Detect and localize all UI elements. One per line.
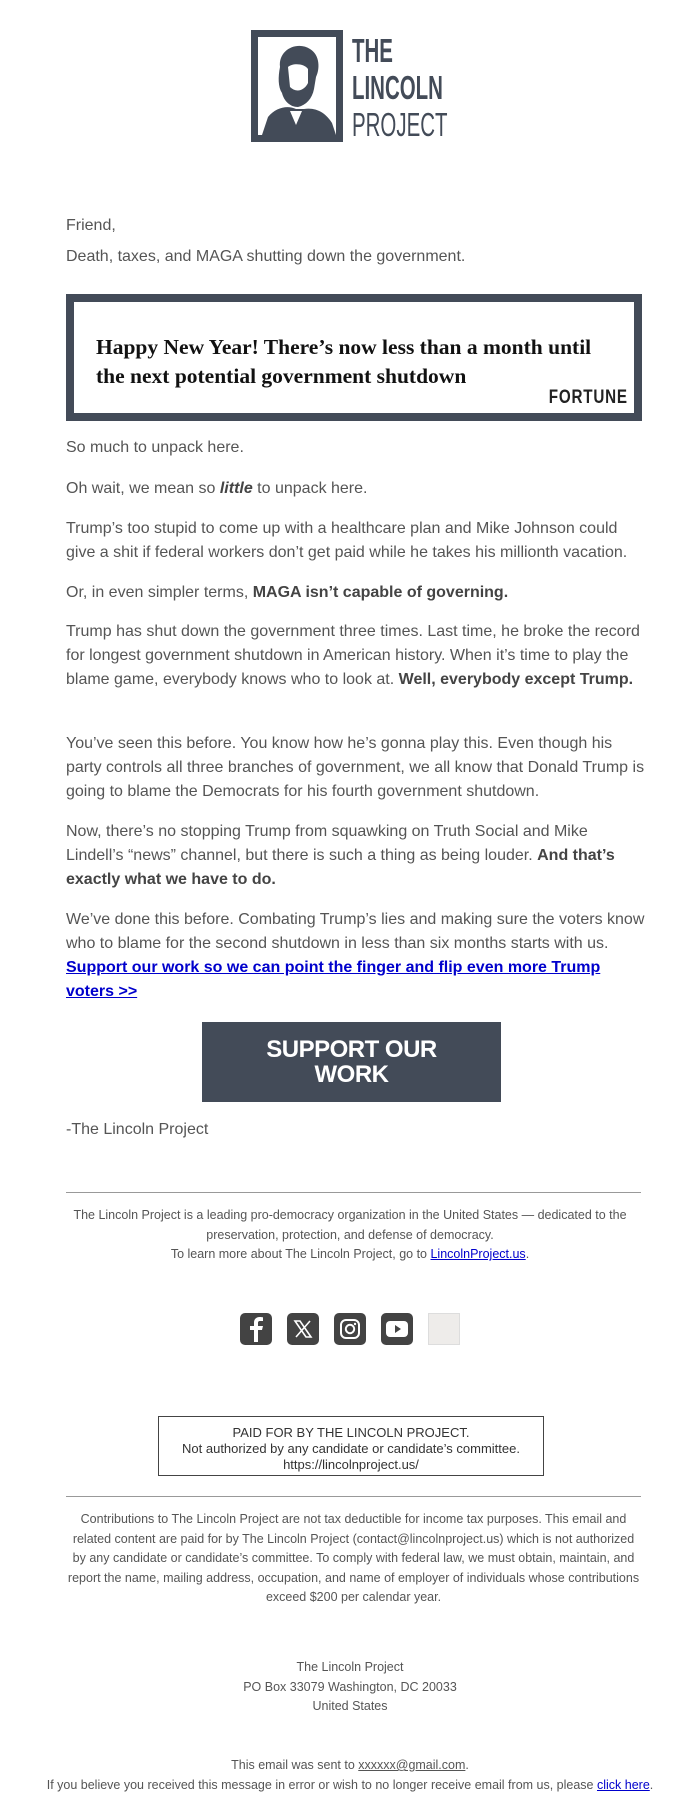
facebook-icon[interactable]: [240, 1313, 272, 1345]
paragraph: Trump’s too stupid to come up with a healthcare plan and Mike Johnson could give a shit if federal workers don’t get paid while he takes his millionth vacation.: [66, 520, 628, 561]
lincoln-portrait-icon: [258, 37, 336, 135]
divider: [66, 1496, 641, 1497]
paragraph: So much to unpack here.: [66, 439, 244, 456]
paragraph: Oh wait, we mean so little to unpack here.: [66, 480, 368, 497]
intro-paragraph: Death, taxes, and MAGA shutting down the government.: [66, 248, 466, 265]
paid-for-disclaimer-box: [158, 1416, 544, 1476]
paragraph: Now, there’s no stopping Trump from squawking on Truth Social and Mike Lindell’s “news” channel, but there is such a thing as being louder. And that’s exactly what we have to do.: [66, 823, 615, 888]
paid-for-line: PAID FOR BY THE LINCOLN PROJECT.: [232, 1425, 470, 1440]
paragraph: Trump has shut down the government three times. Last time, he broke the record for longest government shutdown in American history. When it’s time to play the blame game, everybody knows who to look at. Well, everybody except Trump.: [66, 623, 640, 688]
lincoln-project-store-icon[interactable]: [428, 1313, 460, 1345]
logo-wordmark: [352, 32, 447, 143]
contributions-disclaimer: Contributions to The Lincoln Project are not tax deductible for income tax purposes. This email and related content are paid for by The Lincoln Project (contact@lincolnproject.us) which is not authorized by any candidate or candidate’s committee. To comply with federal law, we must obtain, maintain, and report the name, mailing address, occupation, and name of employer of individuals whose contributions exceed $200 per calendar year.: [67, 1512, 640, 1604]
paragraph: Or, in even simpler terms, MAGA isn’t capable of governing.: [66, 584, 509, 601]
recipient-email[interactable]: xxxxxx@gmail.com: [358, 1758, 466, 1772]
about-text: The Lincoln Project is a leading pro-democracy organization in the United States — dedicated to the preservation, protection, and defense of democracy. To learn more about The Lincoln Project, go to LincolnProject.us.: [73, 1208, 627, 1261]
divider: [66, 1192, 641, 1193]
quote-source-logo: FORTUNE: [548, 387, 628, 408]
youtube-icon[interactable]: [381, 1313, 413, 1345]
instagram-icon[interactable]: [334, 1313, 366, 1345]
signoff: -The Lincoln Project: [66, 1121, 209, 1138]
quote-headline: Happy New Year! There’s now less than a month until the next potential government shutdown: [96, 335, 592, 388]
mailing-address: The Lincoln Project PO Box 33079 Washington, DC 20033 United States: [243, 1660, 457, 1713]
lincoln-portrait-logo: [251, 30, 343, 142]
support-our-work-button[interactable]: [202, 1022, 501, 1102]
button-label: SUPPORT OUR WORK: [266, 1036, 437, 1088]
paragraph: You’ve seen this before. You know how he’s gonna play this. Even though his party controls all three branches of government, we all know that Donald Trump is going to blame the Democrats for his fourth government shutdown.: [66, 735, 645, 800]
logo-line-project: PROJECT: [352, 106, 448, 143]
greeting: Friend,: [66, 217, 116, 234]
support-link[interactable]: Support our work so we can point the finger and flip even more Trump voters >>: [66, 959, 601, 1000]
logo-line-the: THE: [352, 32, 393, 69]
paragraph: We’ve done this before. Combating Trump’s lies and making sure the voters know who to blame for the second shutdown in less than six months starts with us. Support our work so we can point the finger and flip even more Trump voters >>: [66, 911, 645, 1000]
website-line: https://lincolnproject.us/: [283, 1457, 419, 1472]
logo-line-lincoln: LINCOLN: [352, 69, 443, 106]
news-headline-image: [66, 294, 642, 421]
lincolnproject-link[interactable]: LincolnProject.us: [430, 1247, 526, 1261]
x-icon[interactable]: [287, 1313, 319, 1345]
unsubscribe-link[interactable]: click here: [596, 1777, 650, 1792]
not-authorized-line: Not authorized by any candidate or candidate’s committee.: [182, 1441, 520, 1456]
email-footer: This email was sent to xxxxxx@gmail.com. If you believe you received this message in error or wish to no longer receive email from us, please click here.: [46, 1758, 654, 1792]
